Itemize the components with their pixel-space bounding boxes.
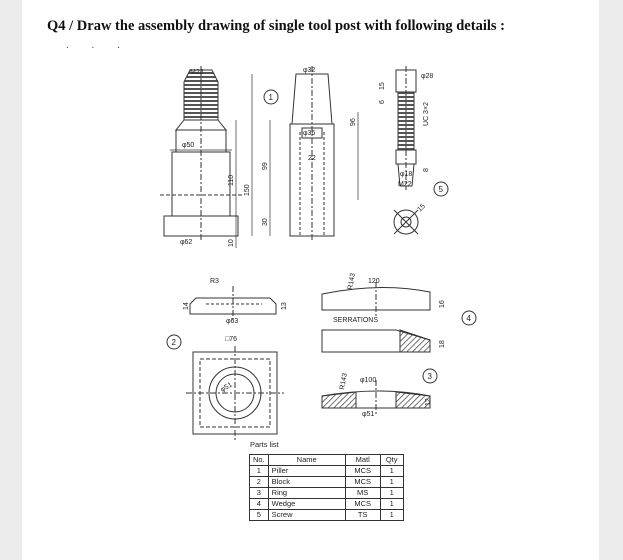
header-name: Name — [268, 455, 345, 466]
block-top-view — [186, 346, 284, 440]
dim-m22-screw: M22 — [398, 181, 412, 188]
dim-sq76: □76 — [225, 336, 238, 343]
table-row — [250, 466, 404, 477]
header-matl: Matl — [345, 455, 380, 466]
cell-qty: 1 — [380, 488, 403, 499]
dim-uc3x2: UC 3×2 — [423, 102, 430, 126]
dim-phi63: φ63 — [226, 318, 239, 325]
cell-no: 5 — [250, 510, 269, 521]
dim-r3: R3 — [210, 278, 219, 285]
dim-6: 6 — [379, 100, 386, 104]
cell-qty: 1 — [380, 466, 403, 477]
dim-96: 96 — [350, 118, 357, 126]
dim-phi51: φ51 — [219, 381, 234, 394]
part-callout-2 — [167, 335, 181, 349]
header-no: No. — [250, 455, 269, 466]
dim-phi28: φ28 — [421, 73, 434, 80]
cell-name: Piller — [268, 466, 345, 477]
pillar-side-view — [290, 66, 334, 240]
svg-text:2: 2 — [171, 338, 176, 347]
dim-r143-ring: R143 — [339, 372, 349, 391]
dim-13: 13 — [281, 302, 288, 310]
table-row — [250, 510, 404, 521]
cell-qty: 1 — [380, 477, 403, 488]
cell-name: Wedge — [268, 499, 345, 510]
dim-22: 22 — [308, 155, 316, 162]
part-callout-3 — [423, 369, 437, 383]
part-callout-4 — [462, 311, 476, 325]
cell-no: 3 — [250, 488, 269, 499]
cell-no: 2 — [250, 477, 269, 488]
cell-matl: TS — [345, 510, 380, 521]
parts-list-table — [249, 454, 404, 521]
parts-list-title: Parts list — [250, 440, 279, 449]
dim-phi36: φ36 — [303, 130, 316, 137]
dim-99: 99 — [262, 162, 269, 170]
dim-150: 150 — [244, 184, 251, 196]
ring-section-view — [322, 380, 430, 414]
header-qty: Qty — [380, 455, 403, 466]
cell-name: Ring — [268, 488, 345, 499]
dim-phi18: φ18 — [400, 171, 413, 178]
wedge-front-view — [322, 282, 430, 316]
pillar-front-view — [160, 66, 242, 240]
cell-no: 1 — [250, 466, 269, 477]
dim-phi62: φ62 — [180, 239, 193, 246]
screw-view — [394, 66, 418, 234]
dim-120: 120 — [368, 278, 380, 285]
stray-marks: . . . — [66, 40, 130, 51]
part-callout-5 — [434, 182, 448, 196]
wedge-side-view — [322, 330, 430, 352]
question-heading: Q4 / Draw the assembly drawing of single tool post with following details : — [47, 18, 505, 34]
dim-phi100: φ100 — [360, 377, 377, 384]
cell-name: Screw — [268, 510, 345, 521]
dim-r143-wedge: R143 — [347, 272, 357, 291]
label-serrations: SERRATIONS — [333, 317, 378, 324]
table-row — [250, 499, 404, 510]
dim-30: 30 — [262, 218, 269, 226]
cell-matl: MCS — [345, 466, 380, 477]
cell-name: Block — [268, 477, 345, 488]
dim-16: 16 — [439, 300, 446, 308]
cell-no: 4 — [250, 499, 269, 510]
dim-phi15: 15 — [416, 202, 427, 214]
dim-phi51-ring: φ51 — [362, 411, 375, 418]
part-callout-1 — [264, 90, 278, 104]
cell-qty: 1 — [380, 499, 403, 510]
svg-text:5: 5 — [438, 185, 443, 194]
cell-qty: 1 — [380, 510, 403, 521]
table-row — [250, 488, 404, 499]
block-front-view — [190, 286, 276, 322]
cell-matl: MS — [345, 488, 380, 499]
svg-text:1: 1 — [268, 93, 273, 102]
dim-10: 10 — [228, 239, 235, 247]
cell-matl: MCS — [345, 499, 380, 510]
svg-text:3: 3 — [427, 372, 432, 381]
parts-list-header-row — [250, 455, 404, 466]
table-row — [250, 477, 404, 488]
dim-12: 12 — [425, 398, 432, 406]
dim-15: 15 — [379, 82, 386, 90]
dim-m22: M22 — [190, 69, 204, 76]
svg-text:4: 4 — [466, 314, 471, 323]
dim-110: 110 — [228, 174, 235, 186]
dim-18: 18 — [439, 340, 446, 348]
cell-matl: MCS — [345, 477, 380, 488]
dim-8: 8 — [423, 168, 430, 172]
dim-phi50: φ50 — [182, 142, 195, 149]
dim-14: 14 — [183, 302, 190, 310]
dim-phi32: φ32 — [303, 67, 316, 74]
